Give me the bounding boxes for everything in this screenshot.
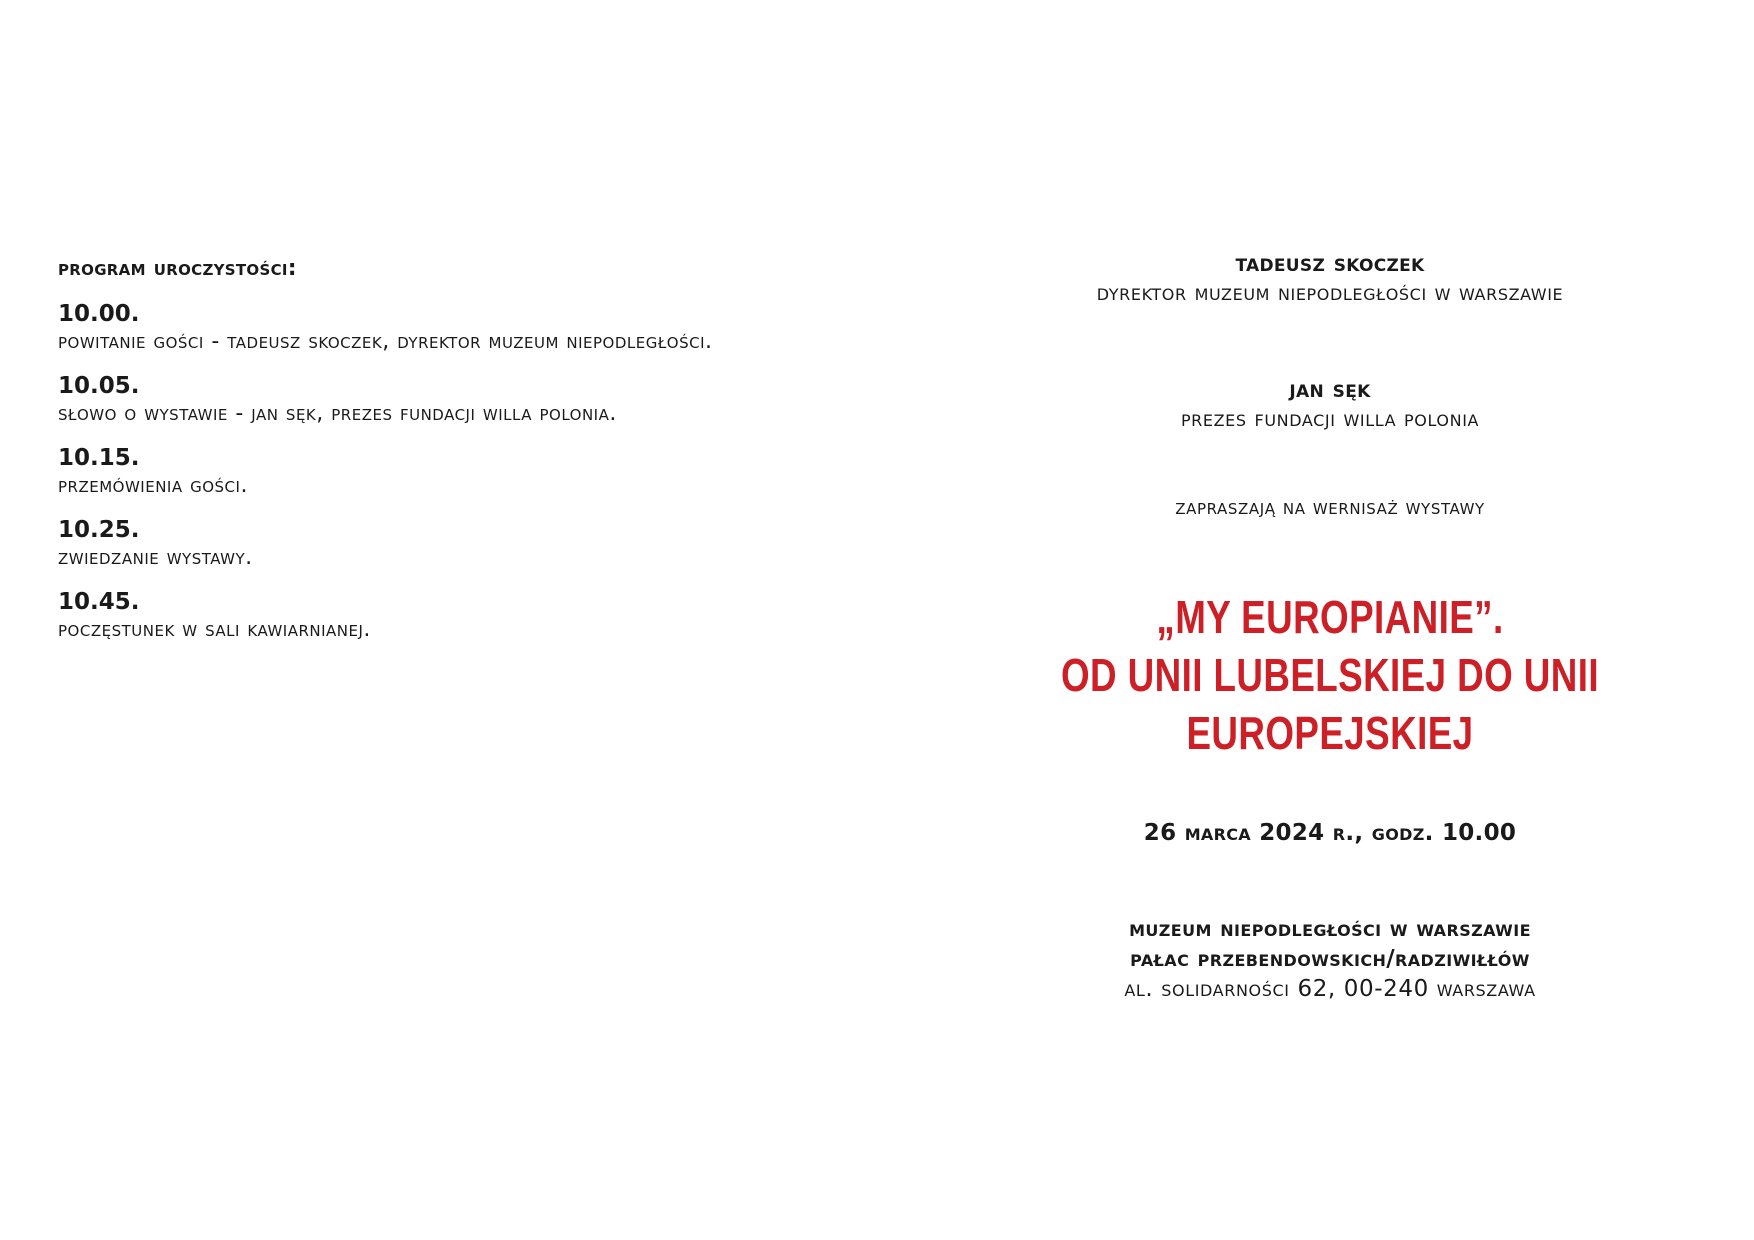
- host-name: jan sęk: [1289, 375, 1371, 403]
- program-time: 10.25.: [58, 517, 140, 543]
- program-time: 10.05.: [58, 373, 140, 399]
- program-description: słowo o wystawie - jan sęk, prezes fundacji willa polonia.: [58, 401, 617, 426]
- host-name: tadeusz skoczek: [1235, 249, 1425, 277]
- event-date: 26 marca 2024 r., godz. 10.00: [1143, 820, 1517, 846]
- host-role: dyrektor muzeum niepodległości w warszawie: [1096, 280, 1564, 306]
- venue-address: al. solidarności 62, 00-240 warszawa: [1124, 976, 1536, 1002]
- program-item: [58, 516, 838, 572]
- exhibition-title-line: „MY EUROPIANIE”.: [1156, 591, 1504, 643]
- program-description: zwiedzanie wystawy.: [58, 545, 253, 570]
- program-time: 10.00.: [58, 301, 140, 327]
- program-time: 10.45.: [58, 589, 140, 615]
- program-section: [58, 254, 838, 660]
- program-item: [58, 300, 838, 356]
- host-role: prezes fundacji willa polonia: [1180, 406, 1480, 432]
- program-description: poczęstunek w sali kawiarnianej.: [58, 617, 371, 642]
- venue-name: muzeum niepodległości w warszawie: [1129, 916, 1531, 942]
- program-heading: program uroczystości:: [58, 256, 297, 281]
- host-block: [935, 248, 1725, 308]
- program-time: 10.15.: [58, 445, 140, 471]
- venue-building: pałac przebendowskich/radziwiłłów: [1130, 946, 1530, 972]
- program-item: [58, 444, 838, 500]
- program-item: [58, 372, 838, 428]
- exhibition-title: [1014, 588, 1646, 762]
- exhibition-title-line: OD UNII LUBELSKIEJ DO UNII EUROPEJSKIEJ: [1061, 649, 1599, 759]
- program-item: [58, 588, 838, 644]
- invitation-section: [935, 248, 1725, 1004]
- venue-block: [935, 914, 1725, 1004]
- host-block: [935, 374, 1725, 434]
- program-description: powitanie gości - tadeusz skoczek, dyrektor muzeum niepodległości.: [58, 329, 713, 354]
- program-description: przemówienia gości.: [58, 473, 248, 498]
- invitation-line: zapraszają na wernisaż wystawy: [1175, 495, 1485, 519]
